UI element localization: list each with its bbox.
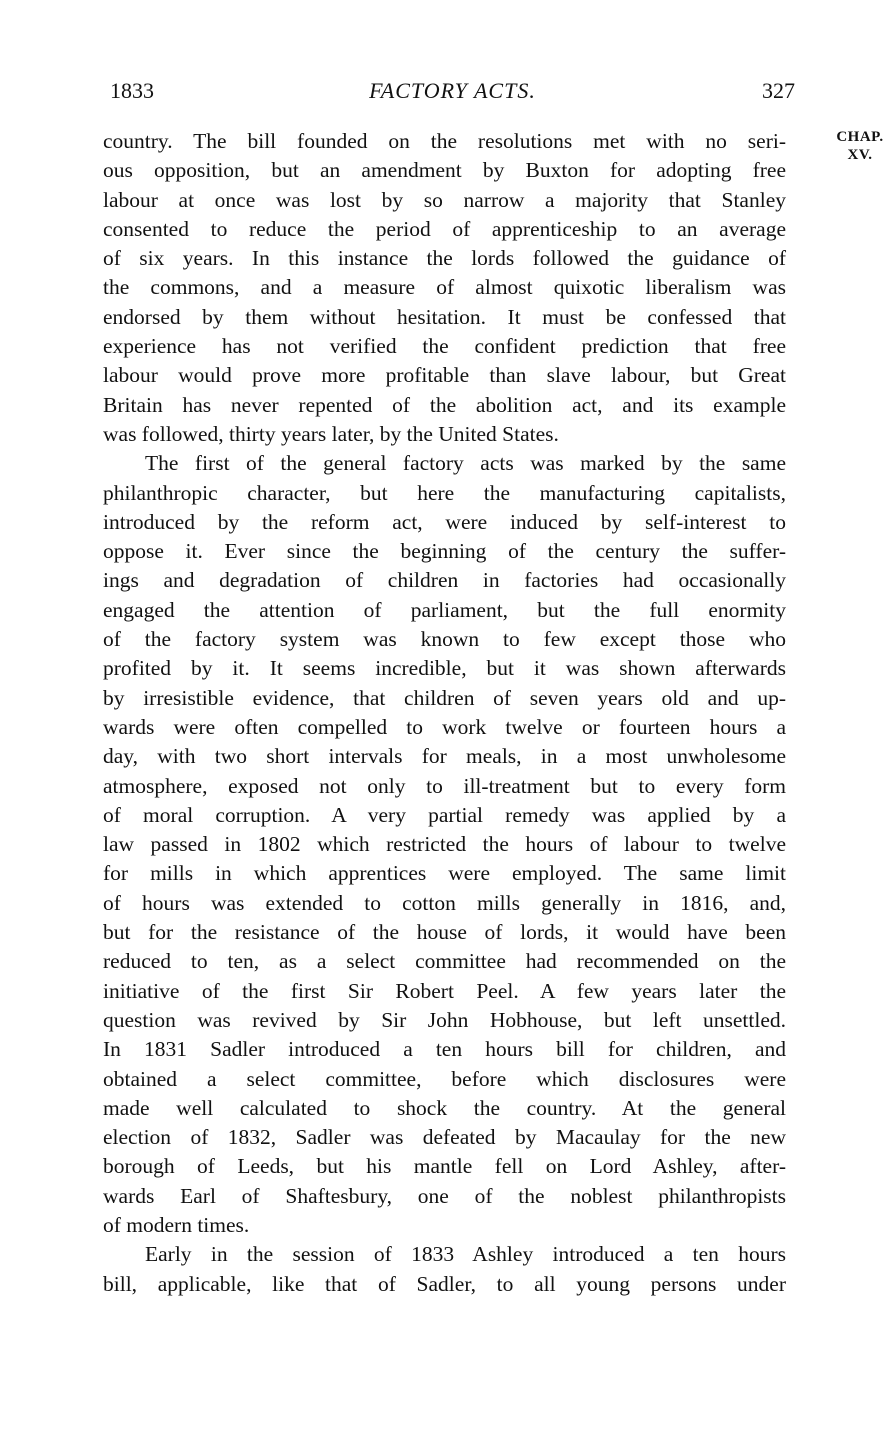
text-line: by irresistible evidence, that children of seven years old and up-	[103, 685, 786, 710]
text-line: experience has not verified the confident prediction that free	[103, 334, 786, 359]
body-text	[103, 127, 786, 1299]
text-line: The first of the general factory acts was marked by the same	[145, 451, 786, 476]
paragraph-3	[103, 1240, 786, 1299]
text-line: of six years. In this instance the lords followed the guidance of	[103, 246, 786, 271]
paragraph-2	[103, 449, 786, 1240]
text-line: consented to reduce the period of apprenticeship to an average	[103, 216, 786, 241]
text-line: labour at once was lost by so narrow a majority that Stanley	[103, 187, 786, 212]
text-line: introduced by the reform act, were induced by self-interest to	[103, 509, 786, 534]
text-line: of hours was extended to cotton mills generally in 1816, and,	[103, 890, 786, 915]
chapter-margin-note	[830, 128, 890, 164]
margin-note-chap: CHAP.	[836, 129, 884, 145]
text-line: In 1831 Sadler introduced a ten hours bill for children, and	[103, 1037, 786, 1062]
text-line: endorsed by them without hesitation. It must be confessed that	[103, 304, 786, 329]
text-line: borough of Leeds, but his mantle fell on Lord Ashley, after-	[103, 1154, 786, 1179]
text-line: law passed in 1802 which restricted the hours of labour to twelve	[103, 832, 786, 857]
text-line: but for the resistance of the house of lords, it would have been	[103, 920, 786, 945]
text-line: ous opposition, but an amendment by Buxton for adopting free	[103, 158, 786, 183]
running-head-title: FACTORY ACTS.	[369, 78, 536, 103]
margin-note-chapter-number: XV.	[847, 147, 873, 163]
text-line: ings and degradation of children in factories had occasionally	[103, 568, 786, 593]
text-line: bill, applicable, like that of Sadler, to all young persons under	[103, 1271, 786, 1296]
text-line: day, with two short intervals for meals, in a most unwholesome	[103, 744, 786, 769]
text-line: country. The bill founded on the resolutions met with no seri-	[103, 129, 786, 153]
text-line: wards Earl of Shaftesbury, one of the noblest philanthropists	[103, 1183, 786, 1208]
text-line: wards were often compelled to work twelve or fourteen hours a	[103, 714, 786, 739]
text-line: atmosphere, exposed not only to ill-treatment but to every form	[103, 773, 786, 798]
text-line: of the factory system was known to few except those who	[103, 627, 786, 652]
running-head-year: 1833	[110, 78, 154, 103]
text-line: labour would prove more profitable than slave labour, but Great	[103, 363, 786, 388]
text-line: of moral corruption. A very partial remedy was applied by a	[103, 802, 786, 827]
text-line: election of 1832, Sadler was defeated by Macaulay for the new	[103, 1125, 786, 1150]
text-line: question was revived by Sir John Hobhouse, but left unsettled.	[103, 1007, 786, 1032]
text-line: for mills in which apprentices were employed. The same limit	[103, 861, 786, 886]
text-line: was followed, thirty years later, by the United States.	[103, 421, 559, 446]
text-line: Britain has never repented of the abolition act, and its example	[103, 392, 786, 417]
page-number: 327	[762, 78, 795, 103]
running-head	[110, 78, 795, 108]
text-line: Early in the session of 1833 Ashley introduced a ten hours	[145, 1242, 786, 1267]
text-line: reduced to ten, as a select committee had recommended on the	[103, 949, 786, 974]
text-line: profited by it. It seems incredible, but it was shown afterwards	[103, 656, 786, 681]
text-line: of modern times.	[103, 1212, 250, 1237]
text-line: philanthropic character, but here the manufacturing capitalists,	[103, 480, 786, 505]
text-line: obtained a select committee, before which disclosures were	[103, 1066, 786, 1091]
text-line: made well calculated to shock the country. At the general	[103, 1095, 786, 1120]
text-line: engaged the attention of parliament, but the full enormity	[103, 597, 786, 622]
text-line: the commons, and a measure of almost quixotic liberalism was	[103, 275, 786, 300]
text-line: initiative of the first Sir Robert Peel. A few years later the	[103, 978, 786, 1003]
paragraph-1	[103, 127, 786, 449]
text-line: oppose it. Ever since the beginning of the century the suffer-	[103, 539, 786, 564]
